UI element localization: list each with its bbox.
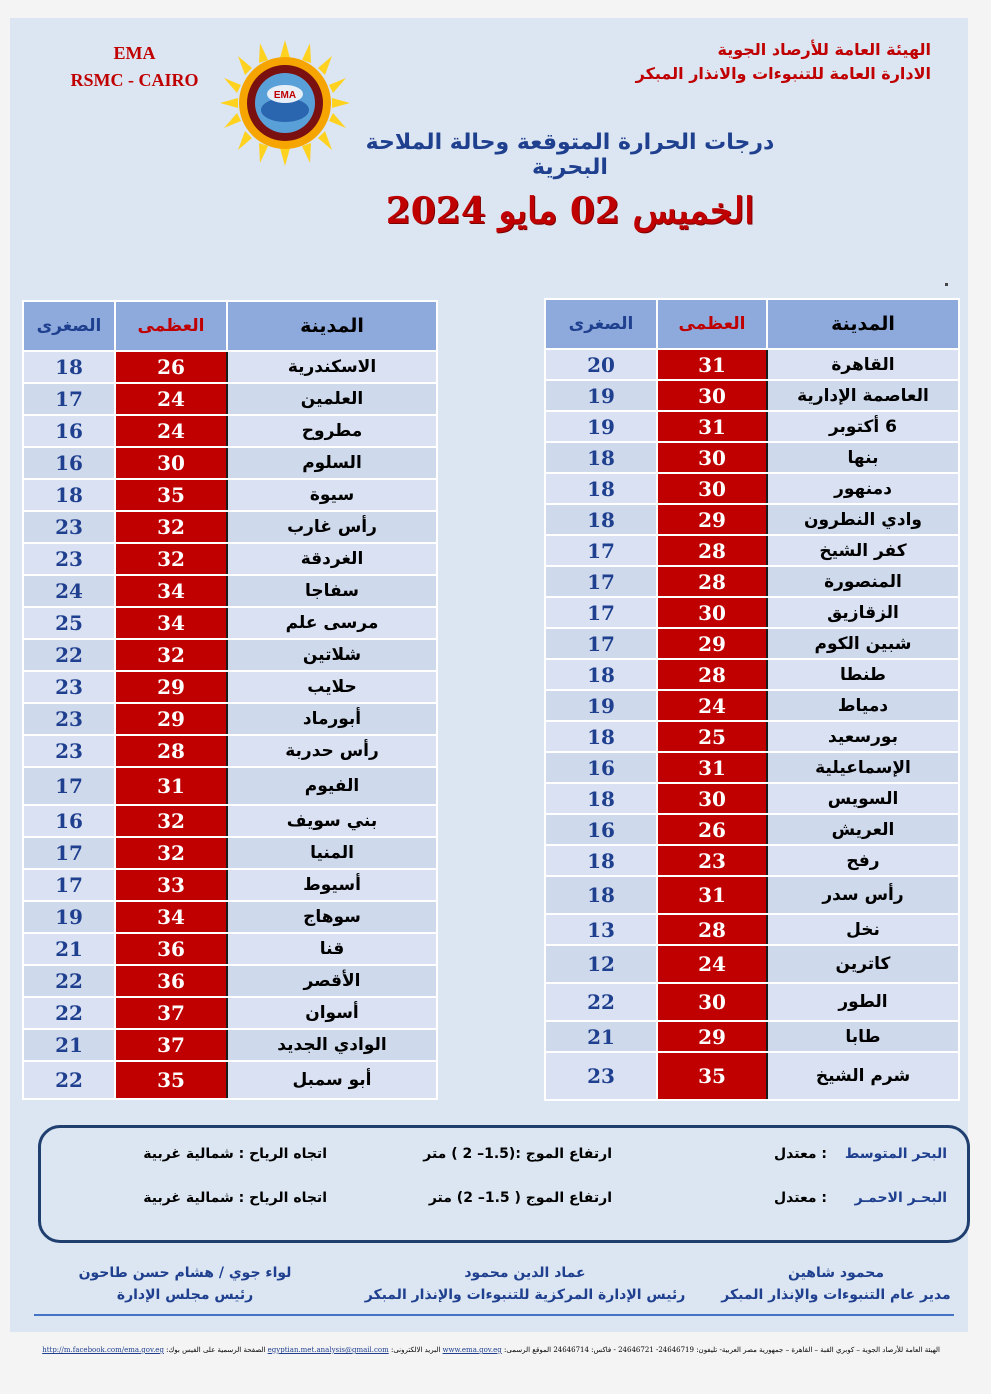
min-temp-cell: 22 [23, 965, 115, 997]
min-temp-cell: 16 [545, 814, 657, 845]
city-cell: دمياط [767, 690, 959, 721]
max-temp-cell: 28 [657, 659, 767, 690]
table-row [23, 639, 437, 671]
city-cell: طابا [767, 1021, 959, 1052]
table-row [23, 965, 437, 997]
city-cell: مطروح [227, 415, 437, 447]
max-temp-cell: 29 [115, 703, 227, 735]
min-temp-cell: 18 [545, 442, 657, 473]
city-cell: رأس حدربة [227, 735, 437, 767]
city-cell: طنطا [767, 659, 959, 690]
city-cell: رفح [767, 845, 959, 876]
city-cell: مرسى علم [227, 607, 437, 639]
sea-name: البحر المتوسط [844, 1146, 947, 1162]
min-temp-cell: 22 [545, 983, 657, 1021]
signatory-title: مدير عام التنبوءات والإنذار المبكر [721, 1287, 951, 1303]
table-row [23, 933, 437, 965]
max-temp-cell: 28 [657, 535, 767, 566]
signature-chairman [60, 1262, 310, 1306]
min-temp-cell: 17 [545, 628, 657, 659]
min-temp-cell: 16 [23, 805, 115, 837]
max-temp-cell: 25 [657, 721, 767, 752]
min-temp-cell: 21 [545, 1021, 657, 1052]
city-cell: وادي النطرون [767, 504, 959, 535]
city-cell: شرم الشيخ [767, 1052, 959, 1100]
city-cell: الزقازيق [767, 597, 959, 628]
max-temp-cell: 28 [657, 566, 767, 597]
city-cell: العريش [767, 814, 959, 845]
bulletin-date: الخميس 02 مايو 2024 [385, 190, 755, 232]
city-cell: بني سويف [227, 805, 437, 837]
table-row [23, 543, 437, 575]
max-temp-cell: 31 [657, 876, 767, 914]
max-temp-cell: 32 [115, 805, 227, 837]
max-temp-cell: 26 [115, 351, 227, 383]
org-name: الهيئة العامة للأرصاد الجوية [717, 40, 931, 59]
email-label: البريد الالكترونى: [390, 1346, 441, 1354]
max-temp-cell: 30 [657, 380, 767, 411]
col-header-max: العظمى [657, 299, 767, 349]
min-temp-cell: 16 [545, 752, 657, 783]
city-cell: حلايب [227, 671, 437, 703]
table-row [23, 383, 437, 415]
min-temp-cell: 19 [545, 380, 657, 411]
sea-state: : معتدل [774, 1190, 827, 1206]
city-cell: العاصمة الإدارية [767, 380, 959, 411]
table-row [23, 767, 437, 805]
table-row [545, 566, 959, 597]
min-temp-cell: 17 [23, 767, 115, 805]
city-cell: بنها [767, 442, 959, 473]
wave-height: ارتفاع الموج :(1.5– 2 ) متر [423, 1146, 612, 1162]
min-temp-cell: 17 [545, 535, 657, 566]
stray-dot [945, 283, 948, 286]
city-cell: الطور [767, 983, 959, 1021]
city-cell: دمنهور [767, 473, 959, 504]
max-temp-cell: 34 [115, 607, 227, 639]
table-row [545, 945, 959, 983]
city-cell: بورسعيد [767, 721, 959, 752]
table-row [545, 535, 959, 566]
table-row [545, 442, 959, 473]
max-temp-cell: 24 [657, 690, 767, 721]
sea-row-red-sea [41, 1190, 967, 1220]
city-cell: الوادي الجديد [227, 1029, 437, 1061]
table-row [545, 814, 959, 845]
wind-direction: اتجاه الرياح : شمالية غربية [143, 1190, 327, 1206]
min-temp-cell: 16 [23, 415, 115, 447]
max-temp-cell: 31 [115, 767, 227, 805]
min-temp-cell: 23 [23, 671, 115, 703]
min-temp-cell: 17 [23, 383, 115, 415]
col-header-min: الصغرى [545, 299, 657, 349]
city-cell: كفر الشيخ [767, 535, 959, 566]
min-temp-cell: 17 [545, 597, 657, 628]
table-row [545, 690, 959, 721]
table-row [23, 997, 437, 1029]
min-temp-cell: 18 [545, 473, 657, 504]
abbr-header [62, 40, 207, 94]
rsmc-abbr: RSMC - CAIRO [70, 70, 199, 90]
min-temp-cell: 23 [23, 511, 115, 543]
min-temp-cell: 18 [545, 845, 657, 876]
city-cell: المنيا [227, 837, 437, 869]
max-temp-cell: 37 [115, 997, 227, 1029]
city-cell: رأس غارب [227, 511, 437, 543]
min-temp-cell: 18 [23, 479, 115, 511]
min-temp-cell: 12 [545, 945, 657, 983]
max-temp-cell: 29 [115, 671, 227, 703]
table-row [545, 411, 959, 442]
department-name: الادارة العامة للتنبوءات والانذار المبكر [635, 64, 931, 83]
table-row [23, 869, 437, 901]
col-header-city: المدينة [227, 301, 437, 351]
min-temp-cell: 17 [23, 869, 115, 901]
city-cell: السويس [767, 783, 959, 814]
signature-central-admin [360, 1262, 690, 1306]
wave-height: ارتفاع الموج ( 1.5– 2) متر [428, 1190, 612, 1206]
table-row [545, 845, 959, 876]
table-row [545, 659, 959, 690]
signatory-name: عماد الدين محمود [464, 1265, 586, 1281]
min-temp-cell: 21 [23, 1029, 115, 1061]
website-link[interactable]: www.ema.gov.eg [442, 1346, 502, 1354]
city-cell: الغردقة [227, 543, 437, 575]
min-temp-cell: 13 [545, 914, 657, 945]
signatory-name: لواء جوي / هشام حسن طاحون [78, 1265, 292, 1281]
city-cell: 6 أكتوبر [767, 411, 959, 442]
table-row [23, 575, 437, 607]
max-temp-cell: 35 [115, 479, 227, 511]
sea-conditions-box [38, 1125, 970, 1243]
min-temp-cell: 18 [545, 721, 657, 752]
max-temp-cell: 36 [115, 933, 227, 965]
min-temp-cell: 17 [23, 837, 115, 869]
org-header [636, 38, 931, 86]
table-row [545, 983, 959, 1021]
table-row [23, 511, 437, 543]
max-temp-cell: 29 [657, 1021, 767, 1052]
email-link[interactable]: egyptian.met.analysis@gmail.com [267, 1346, 389, 1354]
table-row [545, 876, 959, 914]
right-temperature-table [544, 298, 960, 1101]
table-row [23, 703, 437, 735]
city-cell: رأس سدر [767, 876, 959, 914]
wind-direction: اتجاه الرياح : شمالية غربية [143, 1146, 327, 1162]
table-row [545, 752, 959, 783]
min-temp-cell: 18 [545, 504, 657, 535]
city-cell: سيوة [227, 479, 437, 511]
max-temp-cell: 29 [657, 628, 767, 659]
city-cell: قنا [227, 933, 437, 965]
logo-text: EMA [273, 90, 297, 101]
max-temp-cell: 24 [657, 945, 767, 983]
table-row [545, 380, 959, 411]
city-cell: نخل [767, 914, 959, 945]
city-cell: سفاجا [227, 575, 437, 607]
min-temp-cell: 24 [23, 575, 115, 607]
table-row [23, 447, 437, 479]
min-temp-cell: 20 [545, 349, 657, 380]
col-header-min: الصغرى [23, 301, 115, 351]
min-temp-cell: 21 [23, 933, 115, 965]
min-temp-cell: 18 [545, 783, 657, 814]
max-temp-cell: 30 [657, 442, 767, 473]
max-temp-cell: 24 [115, 415, 227, 447]
table-row [545, 597, 959, 628]
signatory-name: محمود شاهين [787, 1265, 885, 1281]
max-temp-cell: 30 [657, 597, 767, 628]
max-temp-cell: 32 [115, 837, 227, 869]
city-cell: أبورماد [227, 703, 437, 735]
max-temp-cell: 32 [115, 639, 227, 671]
table-row [23, 1029, 437, 1061]
table-row [23, 607, 437, 639]
city-cell: كاترين [767, 945, 959, 983]
city-cell: السلوم [227, 447, 437, 479]
min-temp-cell: 19 [545, 690, 657, 721]
min-temp-cell: 25 [23, 607, 115, 639]
table-row [23, 671, 437, 703]
table-row [545, 473, 959, 504]
left-temperature-table [22, 300, 438, 1100]
city-cell: القاهرة [767, 349, 959, 380]
col-header-city: المدينة [767, 299, 959, 349]
max-temp-cell: 31 [657, 411, 767, 442]
min-temp-cell: 22 [23, 1061, 115, 1099]
min-temp-cell: 23 [545, 1052, 657, 1100]
max-temp-cell: 31 [657, 349, 767, 380]
city-cell: الأقصر [227, 965, 437, 997]
table-row [23, 837, 437, 869]
max-temp-cell: 33 [115, 869, 227, 901]
city-cell: شبين الكوم [767, 628, 959, 659]
table-row [23, 735, 437, 767]
table-row [23, 805, 437, 837]
table-row [545, 628, 959, 659]
min-temp-cell: 22 [23, 997, 115, 1029]
max-temp-cell: 35 [115, 1061, 227, 1099]
city-cell: أسوان [227, 997, 437, 1029]
sea-name: البحـر الاحمـر [854, 1190, 947, 1206]
facebook-label: الصفحة الرسمية على الفيس بوك: [166, 1346, 266, 1354]
min-temp-cell: 18 [545, 659, 657, 690]
max-temp-cell: 37 [115, 1029, 227, 1061]
signatory-title: رئيس الإدارة المركزية للتنبوءات والإنذار المبكر [364, 1287, 686, 1303]
footer [42, 1346, 940, 1354]
max-temp-cell: 34 [115, 901, 227, 933]
min-temp-cell: 18 [545, 876, 657, 914]
table-row [545, 1021, 959, 1052]
city-cell: العلمين [227, 383, 437, 415]
max-temp-cell: 30 [657, 983, 767, 1021]
table-row [545, 1052, 959, 1100]
min-temp-cell: 23 [23, 543, 115, 575]
city-cell: الإسماعيلية [767, 752, 959, 783]
max-temp-cell: 29 [657, 504, 767, 535]
max-temp-cell: 28 [115, 735, 227, 767]
min-temp-cell: 18 [23, 351, 115, 383]
ema-abbr: EMA [113, 43, 156, 63]
city-cell: سوهاج [227, 901, 437, 933]
min-temp-cell: 19 [545, 411, 657, 442]
table-row [545, 349, 959, 380]
max-temp-cell: 31 [657, 752, 767, 783]
max-temp-cell: 32 [115, 543, 227, 575]
min-temp-cell: 22 [23, 639, 115, 671]
table-row [545, 504, 959, 535]
min-temp-cell: 19 [23, 901, 115, 933]
city-cell: أبو سمبل [227, 1061, 437, 1099]
table-row [545, 721, 959, 752]
table-row [545, 783, 959, 814]
city-cell: المنصورة [767, 566, 959, 597]
table-row [23, 1061, 437, 1099]
city-cell: الاسكندرية [227, 351, 437, 383]
table-row [23, 415, 437, 447]
col-header-max: العظمى [115, 301, 227, 351]
max-temp-cell: 26 [657, 814, 767, 845]
table-row [23, 351, 437, 383]
table-row [23, 479, 437, 511]
min-temp-cell: 23 [23, 735, 115, 767]
min-temp-cell: 17 [545, 566, 657, 597]
max-temp-cell: 32 [115, 511, 227, 543]
max-temp-cell: 23 [657, 845, 767, 876]
facebook-link[interactable]: http://m.facebook.com/ema.gov.eg [42, 1346, 164, 1354]
divider-line [34, 1314, 954, 1316]
max-temp-cell: 34 [115, 575, 227, 607]
sea-row-mediterranean [41, 1146, 967, 1176]
max-temp-cell: 35 [657, 1052, 767, 1100]
max-temp-cell: 24 [115, 383, 227, 415]
max-temp-cell: 28 [657, 914, 767, 945]
city-cell: أسيوط [227, 869, 437, 901]
signatory-title: رئيس مجلس الإدارة [116, 1287, 254, 1303]
max-temp-cell: 30 [115, 447, 227, 479]
city-cell: الفيوم [227, 767, 437, 805]
max-temp-cell: 30 [657, 473, 767, 504]
table-row [545, 914, 959, 945]
page-subtitle: درجات الحرارة المتوقعة وحالة الملاحة البحرية [365, 130, 775, 180]
table-row [23, 901, 437, 933]
max-temp-cell: 36 [115, 965, 227, 997]
city-cell: شلاتين [227, 639, 437, 671]
max-temp-cell: 30 [657, 783, 767, 814]
min-temp-cell: 16 [23, 447, 115, 479]
min-temp-cell: 23 [23, 703, 115, 735]
footer-address: الهيئة العامة للأرصاد الجوية – كوبري القبة – القاهرة – جمهورية مصر العربية- تليفون: 24646719- 24646721 - فاكس: 24646714 الموقع الرسمى: [504, 1346, 940, 1354]
sea-state: : معتدل [774, 1146, 827, 1162]
signature-director [721, 1262, 951, 1306]
